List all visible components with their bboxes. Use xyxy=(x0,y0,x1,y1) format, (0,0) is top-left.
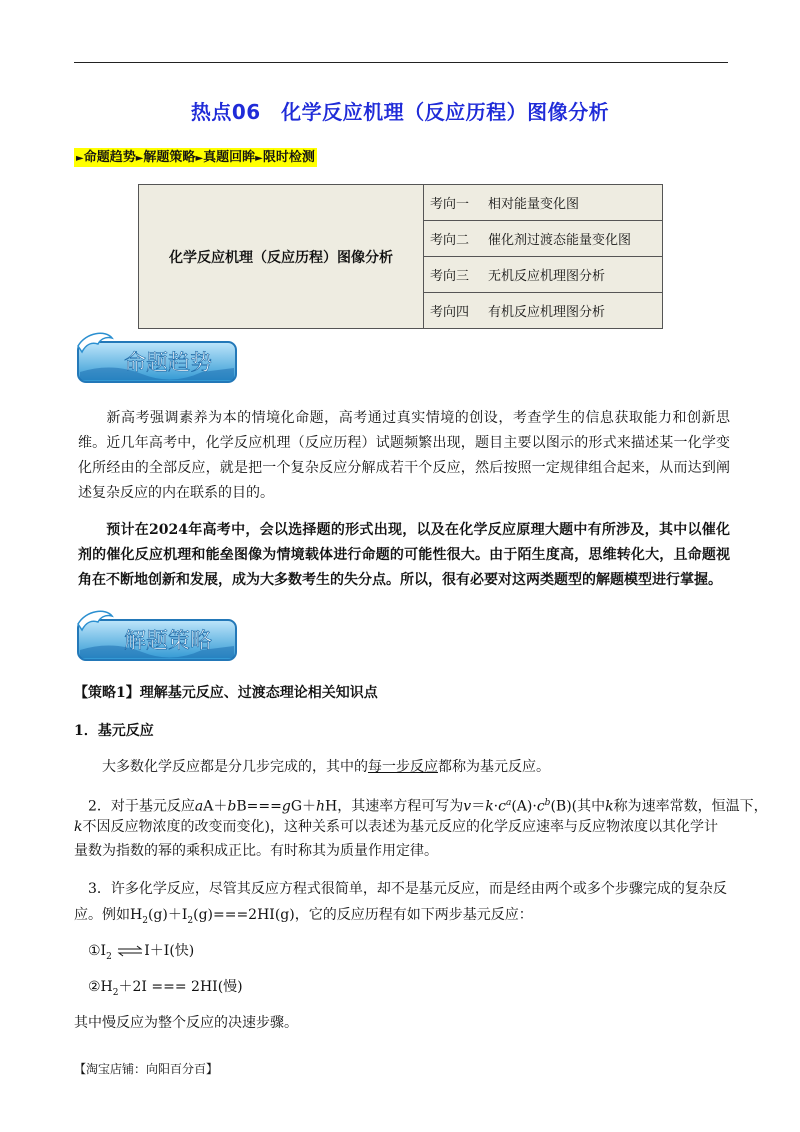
nav-arrow-icon: ► xyxy=(255,153,263,164)
direction-index: 考向一 xyxy=(430,197,470,212)
section-badge-trend xyxy=(72,328,240,386)
nav-item-trend[interactable]: 命题趋势 xyxy=(83,150,136,165)
nav-arrow-icon: ► xyxy=(76,153,84,164)
direction-name: 相对能量变化图 xyxy=(488,197,580,212)
topics-main-cell: 化学反应机理（反应历程）图像分析 xyxy=(139,185,424,329)
page-title: 热点06 化学反应机理（反应历程）图像分析 xyxy=(190,100,610,124)
direction-index: 考向四 xyxy=(430,305,470,320)
footer-shop-label: 【淘宝店铺：向阳百分百】 xyxy=(74,1062,219,1076)
nav-item-strategy[interactable]: 解题策略 xyxy=(143,150,196,165)
direction-name: 催化剂过渡态能量变化图 xyxy=(488,233,632,248)
direction-row xyxy=(424,257,663,293)
direction-row xyxy=(424,293,663,329)
direction-row xyxy=(424,221,663,257)
trend-paragraph-1: 新高考强调素养为本的情境化命题，高考通过真实情境的创设，考查学生的信息获取能力和创新思维。近几年高考中，化学反应机理（反应历程）试题频繁出现，题目主要以图示的形式来描述某一化学变化所经由的全部反应，就是把一个复杂反应分解成若干个反应，然后按照一定规律组合起来，从而达到阐述复杂反应的内在联系的目的。 xyxy=(78,410,730,501)
header-rule xyxy=(74,62,728,63)
statement-1: 大多数化学反应都是分几步完成的，其中的每一步反应都称为基元反应。 xyxy=(102,759,550,775)
direction-name: 无机反应机理图分析 xyxy=(488,269,606,284)
statement-2-end: 量数为指数的幂的乘积成正比。有时称其为质量作用定律。 xyxy=(74,843,438,859)
nav-arrow-icon: ► xyxy=(195,153,204,164)
reversible-arrow-icon xyxy=(116,945,144,957)
reaction-step-2: $②H_2+2I$ === 2HI(慢) xyxy=(88,979,243,998)
topics-table xyxy=(138,184,663,329)
direction-name: 有机反应机理图分析 xyxy=(488,305,606,320)
statement-3: 3．许多化学反应，尽管其反应方程式很简单，却不是基元反应，而是经由两个或多个步骤完成的复杂反 xyxy=(88,881,727,897)
section-nav xyxy=(74,148,317,167)
statement-3-cont: 应。例如$H_2(g)+I_2(g)===2HI(g)$，它的反应历程有如下两步基元反应： xyxy=(74,907,533,926)
nav-item-review[interactable]: 真题回眸 xyxy=(203,150,256,165)
nav-item-test[interactable]: 限时检测 xyxy=(262,150,315,165)
conclusion-text: 其中慢反应为整个反应的决速步骤。 xyxy=(74,1015,298,1031)
statement-2-cont: k不因反应物浓度的改变而变化)，这种关系可以表述为基元反应的化学反应速率与反应物浓度以其化学计 xyxy=(74,819,718,835)
direction-index: 考向三 xyxy=(430,269,470,284)
reaction-step-1: $①I_2$ I＋I(快) xyxy=(88,943,195,962)
strategy-title: 【策略1】理解基元反应、过渡态理论相关知识点 xyxy=(74,685,378,701)
direction-index: 考向二 xyxy=(430,233,470,248)
subheading-elementary: 1．基元反应 xyxy=(74,723,154,739)
nav-arrow-icon: ► xyxy=(135,153,144,164)
statement-2: 2．对于基元反应aA＋bB===gG＋hH，其速率方程可写为$v=k\cdot c^a(A)\cdot c^b(B)$(其中k称为速率常数，恒温下， xyxy=(88,798,768,815)
badge-label: 解题策略 xyxy=(123,629,213,654)
badge-label: 命题趋势 xyxy=(123,351,213,376)
direction-row xyxy=(424,185,663,221)
section-badge-strategy xyxy=(72,606,240,664)
trend-paragraph-2: 预计在2024年高考中，会以选择题的形式出现，以及在化学反应原理大题中有所涉及，其中以催化剂的催化反应机理和能垒图像为情境载体进行命题的可能性很大。由于陌生度高，思维转化大，且命题视角在不断地创新和发展，成为大多数考生的失分点。所以，很有必要对这两类题型的解题模型进行掌握。 xyxy=(78,522,730,588)
